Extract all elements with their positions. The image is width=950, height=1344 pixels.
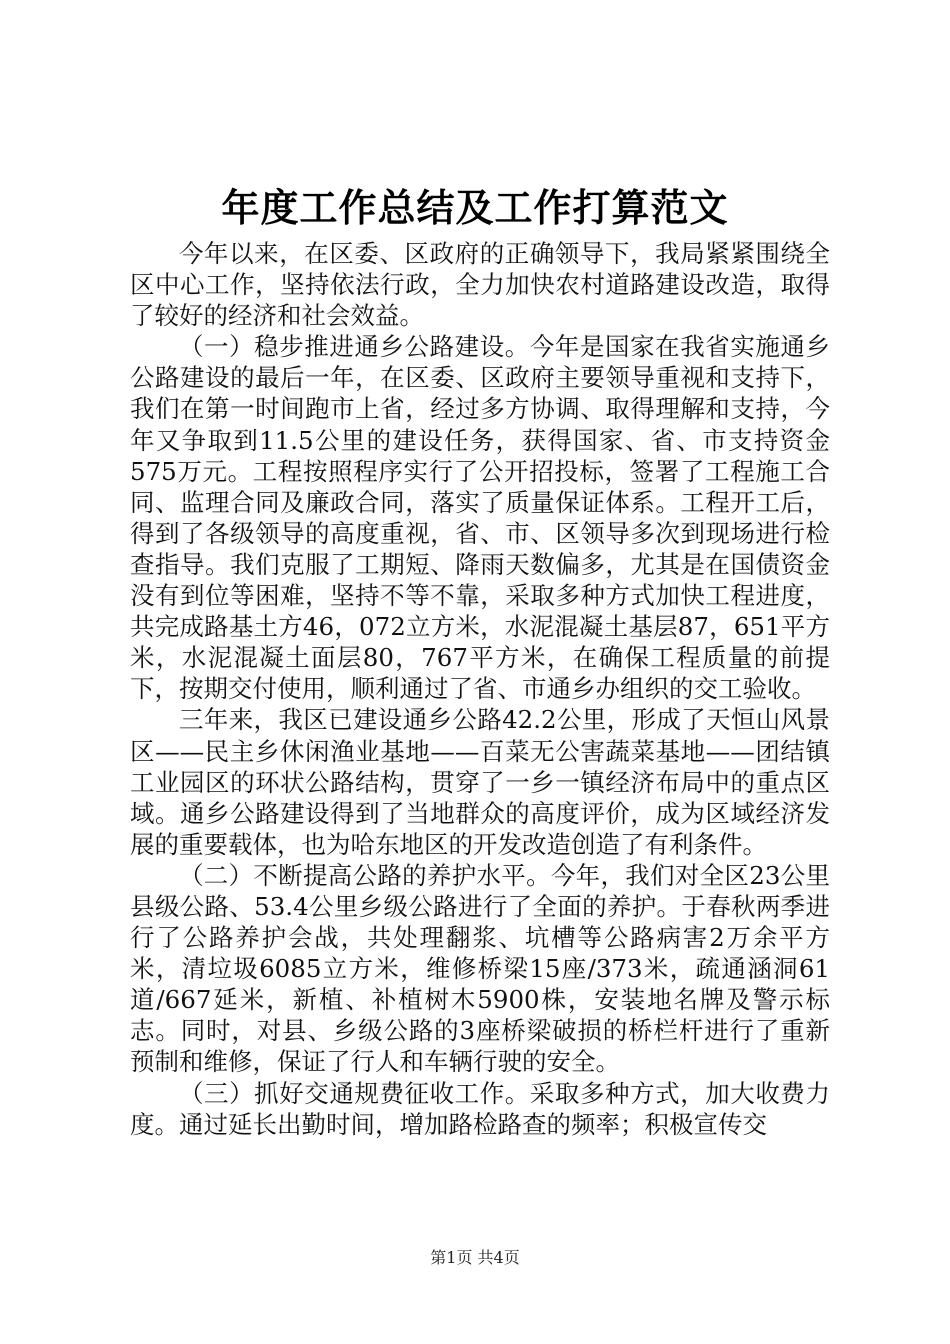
paragraph-section-3: （三）抓好交通规费征收工作。采取多种方式，加大收费力度。通过延长出勤时间，增加路检路查的频率；积极宣传交	[130, 1078, 830, 1139]
paragraph-section-1: （一）稳步推进通乡公路建设。今年是国家在我省实施通乡公路建设的最后一年，在区委、区政府主要领导重视和支持下，我们在第一时间跑市上省，经过多方协调、取得理解和支持，今年又争取到11.5公里的建设任务，获得国家、省、市支持资金575万元。工程按照程序实行了公开招投标，签署了工程施工合同、监理合同及廉政合同，落实了质量保证体系。工程开工后，得到了各级领导的高度重视，省、市、区领导多次到现场进行检查指导。我们克服了工期短、降雨天数偏多，尤其是在国债资金没有到位等困难，坚持不等不靠，采取多种方式加快工程进度，共完成路基土方46，072立方米，水泥混凝土基层87，651平方米，水泥混凝土面层80，767平方米，在确保工程质量的前提下，按期交付使用，顺利通过了省、市通乡办组织的交工验收。	[130, 332, 830, 704]
paragraph-section-2: （二）不断提高公路的养护水平。今年，我们对全区23公里县级公路、53.4公里乡级公路进行了全面的养护。于春秋两季进行了公路养护会战，共处理翻浆、坑槽等公路病害2万余平方米，清垃圾6085立方米，维修桥梁15座/373米，疏通涵洞61道/667延米，新植、补植树木5900株，安装地名牌及警示标志。同时，对县、乡级公路的3座桥梁破损的桥栏杆进行了重新预制和维修，保证了行人和车辆行驶的安全。	[130, 860, 830, 1077]
paragraph-three-years: 三年来，我区已建设通乡公路42.2公里，形成了天恒山风景区——民主乡休闲渔业基地——百菜无公害蔬菜基地——团结镇工业园区的环状公路结构，贯穿了一乡一镇经济布局中的重点区域。通乡公路建设得到了当地群众的高度评价，成为区域经济发展的重要载体，也为哈东地区的开发改造创造了有利条件。	[130, 705, 830, 859]
document-body	[130, 238, 830, 1140]
paragraph-intro: 今年以来，在区委、区政府的正确领导下，我局紧紧围绕全区中心工作，坚持依法行政，全力加快农村道路建设改造，取得了较好的经济和社会效益。	[130, 239, 830, 331]
document-title: 年度工作总结及工作打算范文	[221, 185, 729, 230]
page-number-footer: 第1页 共4页	[430, 1248, 520, 1267]
